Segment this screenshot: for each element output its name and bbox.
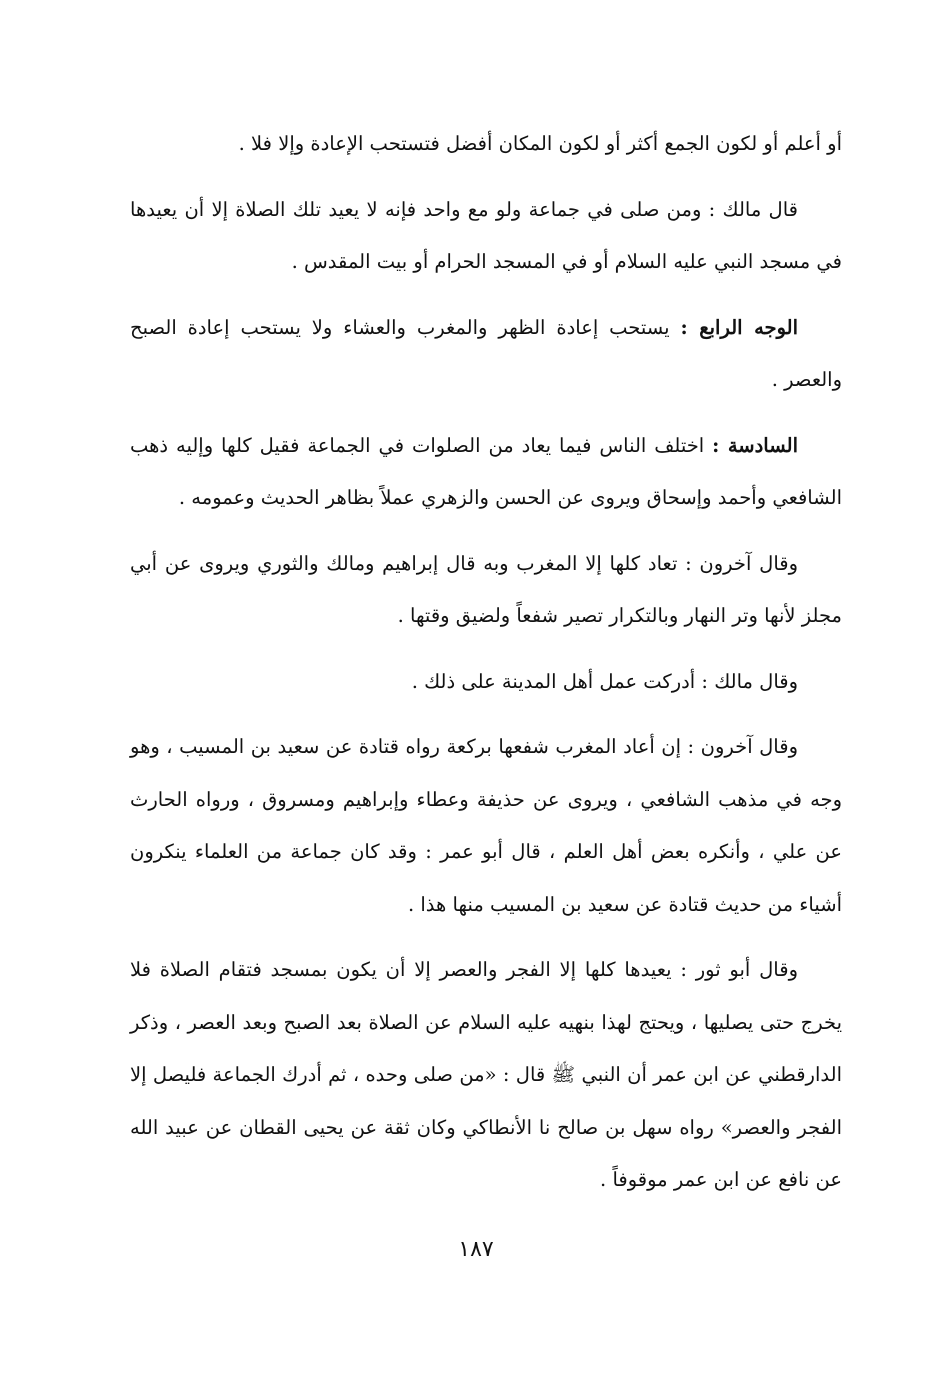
paragraph-text: أو أعلم أو لكون الجمع أكثر أو لكون المكان أفضل فتستحب الإعادة وإلا فلا . bbox=[238, 132, 842, 155]
paragraph-fourth-aspect bbox=[130, 302, 842, 407]
paragraph-heading: السادسة : bbox=[712, 433, 798, 457]
paragraph-sixth bbox=[130, 420, 842, 525]
paragraph-text: وقال آخرون : إن أعاد المغرب شفعها بركعة رواه قتادة عن سعيد بن المسيب ، وهو وجه في مذهب الشافعي ، ويروى عن حذيفة وعطاء وإبراهيم ومسروق ، ورواه الحارث عن علي ، وأنكره بعض أهل العلم ، قال أبو عمر : وقد كان جماعة من العلماء ينكرون أشياء من حديث قتادة عن سعيد بن المسيب منها هذا . bbox=[130, 735, 842, 916]
paragraph-others-shafaa bbox=[130, 721, 842, 931]
paragraph-text: وقال أبو ثور : يعيدها كلها إلا الفجر والعصر إلا أن يكون بمسجد فتقام الصلاة فلا يخرج حتى يصليها ، ويحتج لهذا بنهيه عليه السلام عن الصلاة بعد الصبح وبعد العصر ، وذكر الدارقطني عن ابن عمر أن النبي ﷺ قال : «من صلى وحده ، ثم أدرك الجماعة فليصل إلا الفجر والعصر» رواه سهل بن صالح نا الأنطاكي وكان ثقة عن يحيى القطان عن عبيد الله عن نافع عن ابن عمر موقوفاً . bbox=[130, 958, 842, 1191]
paragraph-malik-madina bbox=[130, 656, 842, 709]
paragraph-text: وقال مالك : أدركت عمل أهل المدينة على ذلك . bbox=[411, 669, 798, 693]
paragraph-others-maghrib bbox=[130, 538, 842, 643]
paragraph-abu-thawr bbox=[130, 944, 842, 1207]
paragraph-text: اختلف الناس فيما يعاد من الصلوات في الجماعة فقيل كلها وإليه ذهب الشافعي وأحمد وإسحاق ويروى عن الحسن والزهري عملاً بظاهر الحديث وعمومه . bbox=[130, 433, 842, 509]
paragraph-text: يستحب إعادة الظهر والمغرب والعشاء ولا يستحب إعادة الصبح والعصر . bbox=[130, 315, 842, 391]
page-body bbox=[130, 118, 842, 1220]
paragraph-text: قال مالك : ومن صلى في جماعة ولو مع واحد فإنه لا يعيد تلك الصلاة إلا أن يعيدها في مسجد النبي عليه السلام أو في المسجد الحرام أو بيت المقدس . bbox=[130, 197, 842, 273]
paragraph-malik bbox=[130, 184, 842, 289]
paragraph-text: وقال آخرون : تعاد كلها إلا المغرب وبه قال إبراهيم ومالك والثوري ويروى عن أبي مجلز لأنها وتر النهار وبالتكرار تصير شفعاً ولضيق وقتها . bbox=[130, 551, 842, 627]
paragraph-heading: الوجه الرابع : bbox=[680, 315, 799, 339]
paragraph-continuation bbox=[130, 118, 842, 171]
page-number: ١٨٧ bbox=[458, 1237, 494, 1262]
